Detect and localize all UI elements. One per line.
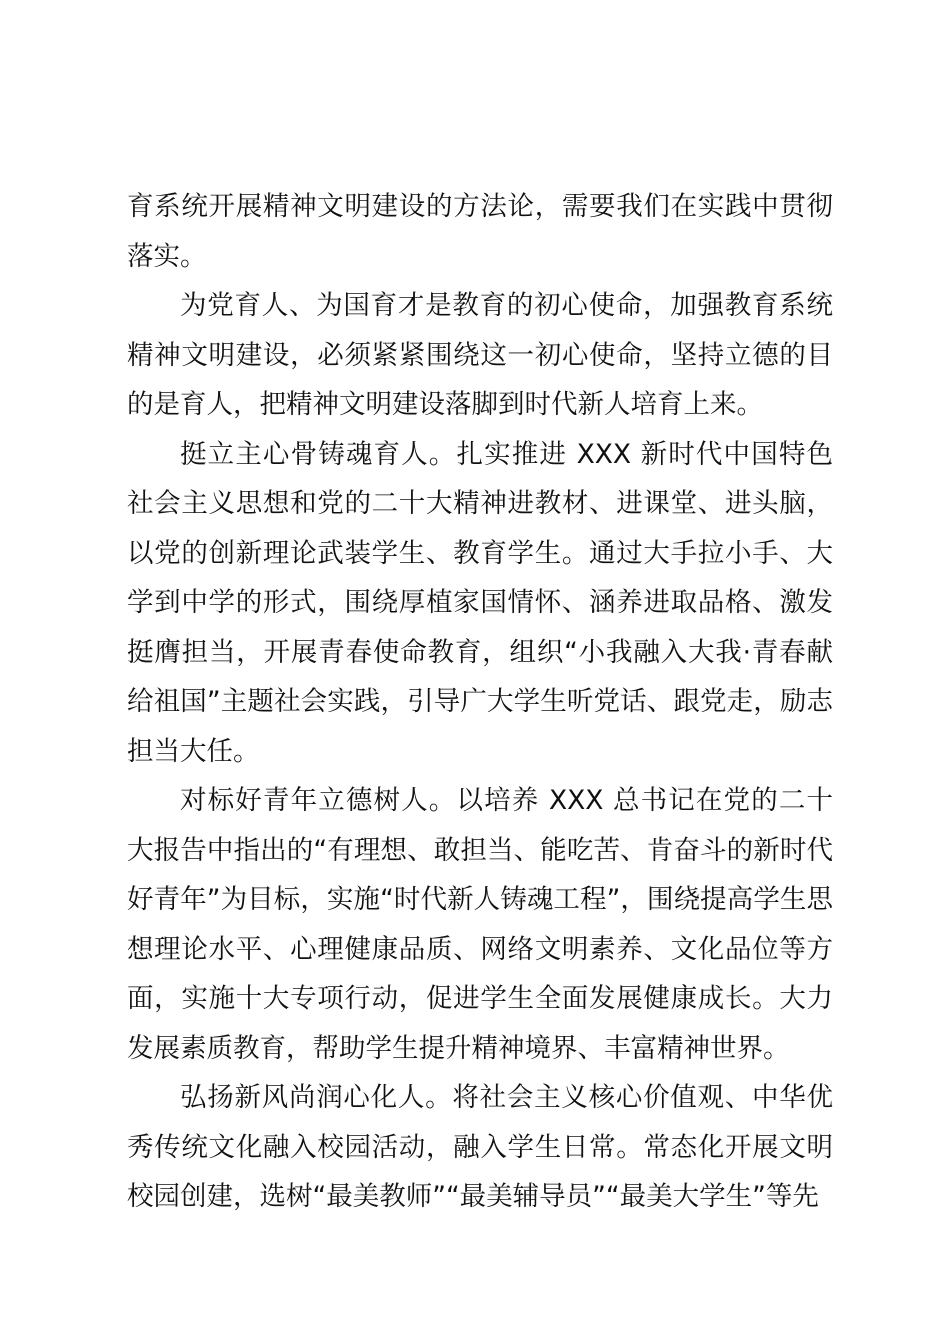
paragraph-soul-casting: 挺立主心骨铸魂育人。扎实推进 XXX 新时代中国特色社会主义思想和党的二十大精神进教材、进课堂、进头脑，以党的创新理论武装学生、教育学生。通过大手拉小手、大学到中学的形式，围绕厚植家国情怀、涵养进取品格、激发挺膺担当，开展青春使命教育，组织“小我融入大我·青春献给祖国”主题社会实践，引导广大学生听党话、跟党走，励志担当大任。 [127,438,833,767]
paragraph-new-trends: 弘扬新风尚润心化人。将社会主义核心价值观、中华优秀传统文化融入校园活动，融入学生日常。常态化开展文明校园创建，选树“最美教师”“最美辅导员”“最美大学生”等先 [127,1082,833,1212]
paragraph-mission: 为党育人、为国育才是教育的初心使命，加强教育系统精神文明建设，必须紧紧围绕这一初心使命，坚持立德的目的是育人，把精神文明建设落脚到时代新人培育上来。 [127,290,833,420]
document-body [127,182,833,1222]
paragraph-good-youth: 对标好青年立德树人。以培养 XXX 总书记在党的二十大报告中指出的“有理想、敢担当、能吃苦、肯奋斗的新时代好青年”为目标，实施“时代新人铸魂工程”，围绕提高学生思想理论水平、心理健康品质、网络文明素养、文化品位等方面，实施十大专项行动，促进学生全面发展健康成长。大力发展素质教育，帮助学生提升精神境界、丰富精神世界。 [127,785,833,1064]
paragraph-continuation: 育系统开展精神文明建设的方法论，需要我们在实践中贯彻落实。 [127,191,833,272]
